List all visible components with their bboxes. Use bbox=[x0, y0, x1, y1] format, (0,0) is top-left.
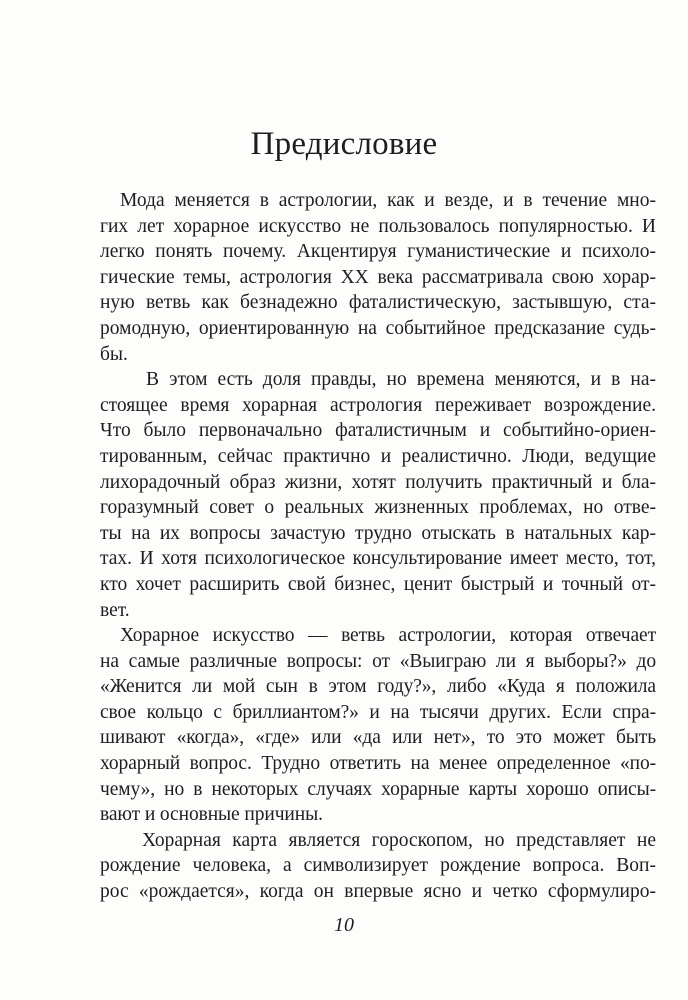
text-line: Мода меняется в астрологии, как и везде, и в течение мно- bbox=[120, 190, 656, 211]
text-line: гические темы, астрология XX века рассматривала свою хорар- bbox=[100, 266, 656, 288]
text-line: кто хочет расширить свой бизнес, ценит быстрый и точный от- bbox=[100, 573, 656, 595]
paragraph bbox=[100, 623, 656, 828]
paragraph bbox=[100, 367, 656, 623]
text-line: стоящее время хорарная астрология переживает возрождение. bbox=[100, 394, 656, 416]
text-line: ромодную, ориентированную на событийное предсказание судь- bbox=[100, 317, 656, 339]
text-line: рождение человека, а символизирует рождение вопроса. Воп- bbox=[100, 855, 656, 877]
text-line: лихорадочный образ жизни, хотят получить практичный и бла- bbox=[100, 471, 656, 493]
text-line: свое кольцо с бриллиантом?» и на тысячи других. Если спра- bbox=[100, 701, 656, 723]
text-line: Хорарная карта является гороскопом, но представляет не bbox=[142, 829, 656, 851]
text-line: хорарный вопрос. Трудно ответить на менее определенное «по- bbox=[100, 753, 656, 775]
text-line: на самые различные вопросы: от «Выиграю ли я выборы?» до bbox=[100, 650, 656, 672]
text-line: ную ветвь как безнадежно фаталистическую, застывшую, ста- bbox=[100, 292, 656, 314]
text-line: тированным, сейчас практично и реалистично. Люди, ведущие bbox=[100, 445, 656, 467]
paragraph bbox=[100, 828, 656, 905]
text-line: бы. bbox=[100, 343, 128, 365]
text-line: Что было первоначально фаталистичным и событийно-ориен- bbox=[100, 420, 656, 442]
text-line: В этом есть доля правды, но времена меняются, и в на- bbox=[146, 369, 656, 391]
text-line: «Женится ли мой сын в этом году?», либо «Куда я положила bbox=[100, 676, 656, 698]
paragraph bbox=[100, 188, 656, 367]
body-text bbox=[100, 188, 656, 905]
chapter-title: Предисловие bbox=[250, 126, 438, 162]
text-line: тах. И хотя психологическое консультирование имеет место, тот, bbox=[100, 548, 656, 570]
text-line: вет. bbox=[100, 599, 130, 621]
text-line: вают и основные причины. bbox=[100, 804, 323, 826]
text-line: чему», но в некоторых случаях хорарные карты хорошо описы- bbox=[100, 778, 656, 800]
text-line: ты на их вопросы зачастую трудно отыскать в натальных кар- bbox=[100, 522, 656, 544]
text-line: легко понять почему. Акцентируя гуманистические и психоло- bbox=[100, 241, 656, 263]
text-line: гих лет хорарное искусство не пользовалось популярностью. И bbox=[100, 215, 656, 237]
text-line: рос «рождается», когда он впервые ясно и четко сформулиро- bbox=[100, 881, 656, 903]
page-number: 10 bbox=[334, 914, 354, 936]
text-line: шивают «когда», «где» или «да или нет», то это может быть bbox=[100, 727, 656, 749]
text-line: Хорарное искусство — ветвь астрологии, которая отвечает bbox=[120, 625, 656, 647]
text-line: горазумный совет о реальных жизненных проблемах, но отве- bbox=[100, 497, 656, 519]
